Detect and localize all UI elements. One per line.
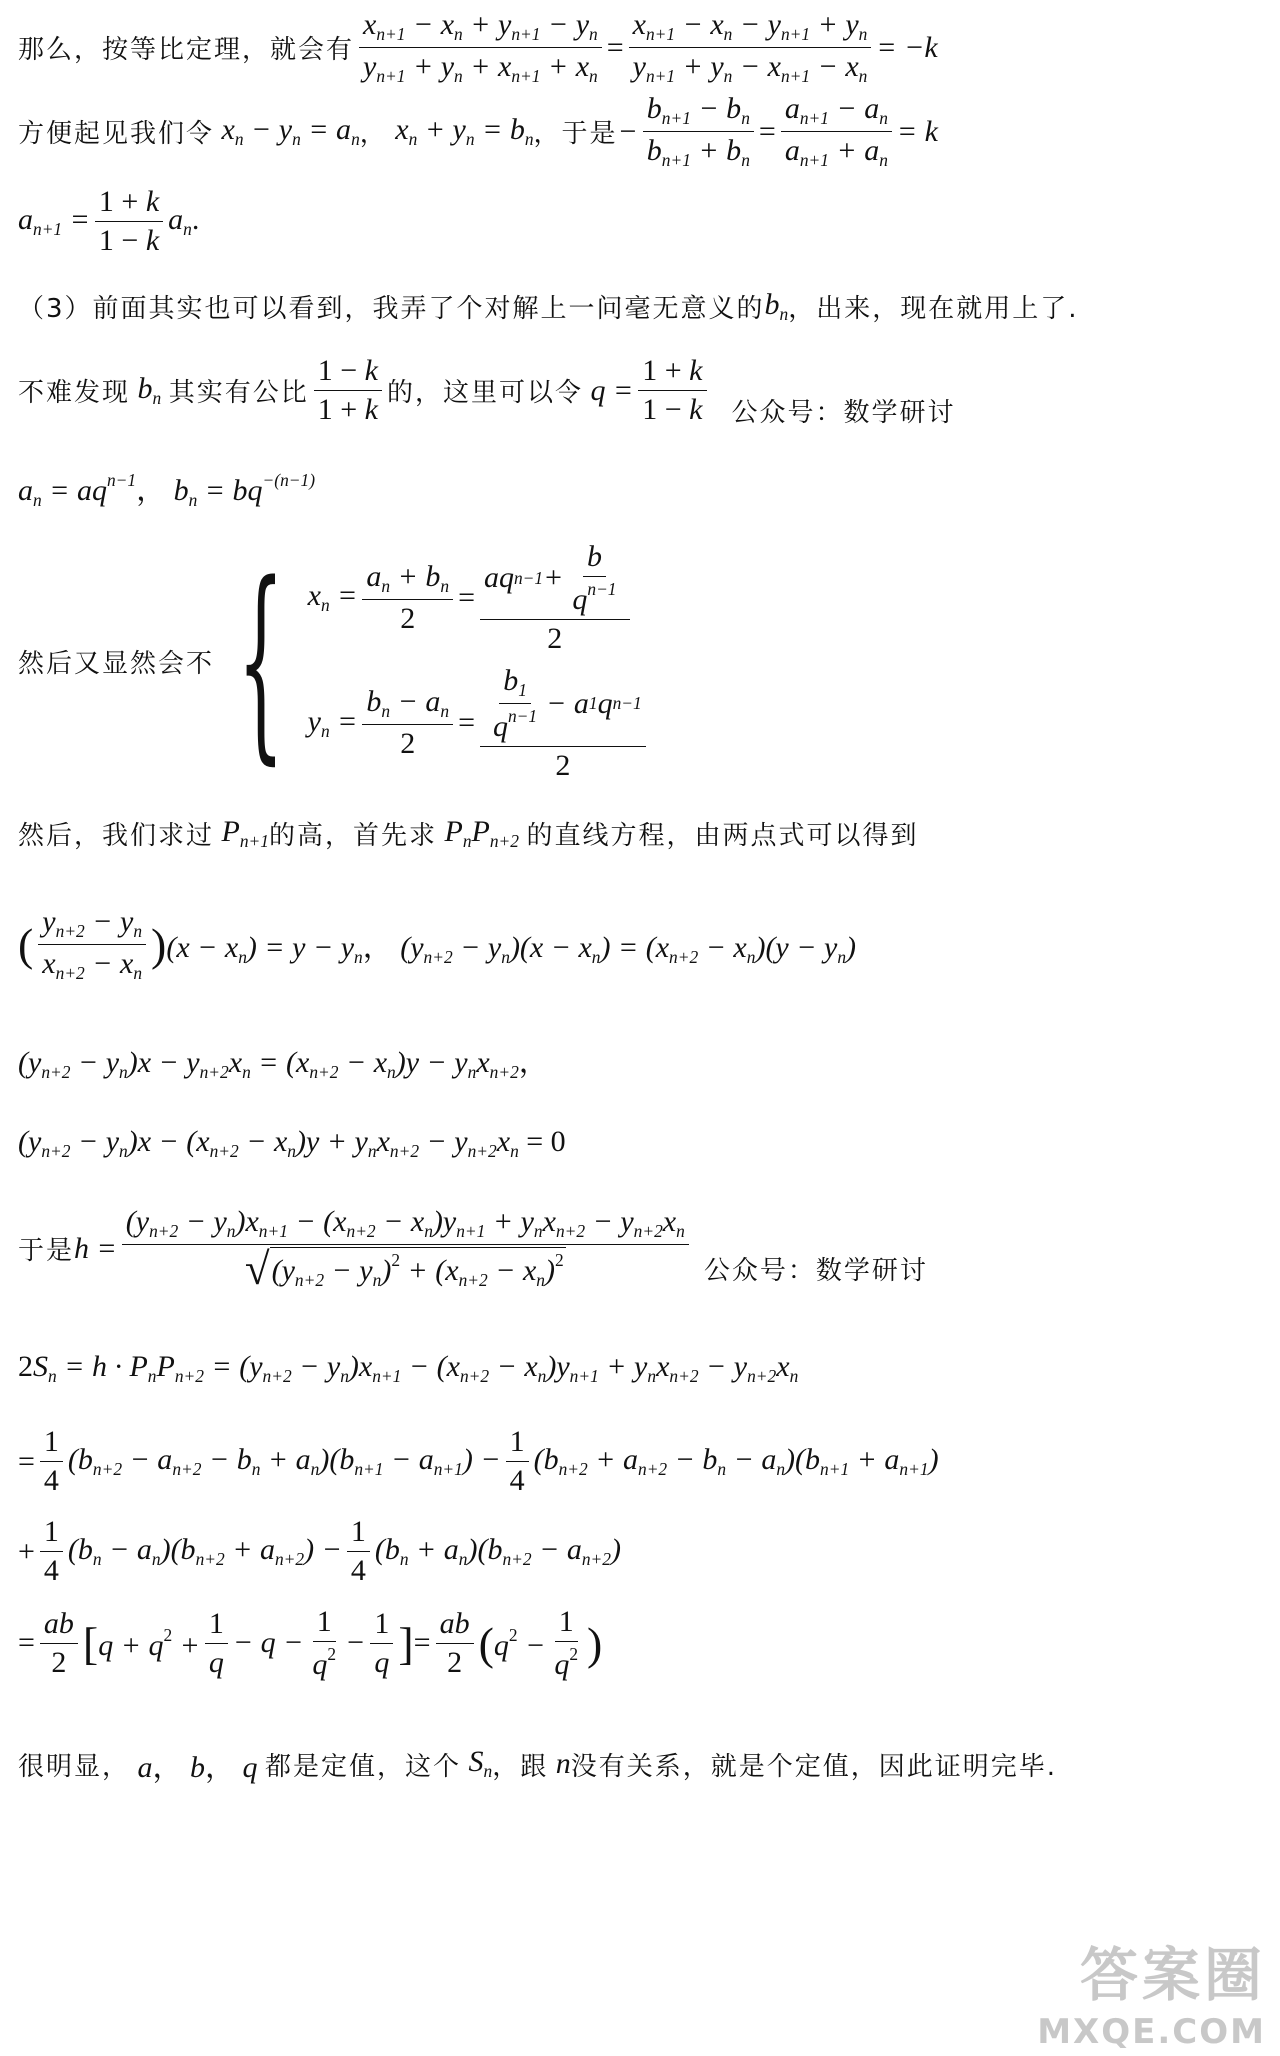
line-8: 然后，我们求过 $P_{n+1}$ 的高，首先求 $P_nP_{n+2}$ 的直线方程，由两点式可以得到 — [18, 815, 919, 852]
fraction: $(y_{n+2} - y_n)x_{n+1} - (x_{n+2} - x_n)y_{n+1} + y_nx_{n+2} - y_{n+2}x_n$ √ $(y_{n+2} - y_n)^2 + (x_{n+2} - x_n)^2$ — [122, 1205, 689, 1292]
fraction: $\frac{a_{n+1} - a_n}{a_{n+1} + a_n}$ — [781, 92, 892, 171]
line-14: = $\frac{1}{4}$ $(b_{n+2} - a_{n+2} - b_n + a_n)(b_{n+1} - a_{n+1})$ − $\frac{1}{4}$ $(b_{n+2} + a_{n+2} - b_n - a_n)(b_{n+1} + a_{n+1})$ — [18, 1425, 939, 1497]
line-5: 不难发现 $b_n$ 其实有公比 $\frac{1 - k}{1 + k}$ 的，这里可以令 q = $\frac{1 + k}{1 - k}$ 公众号：数学研讨 — [18, 354, 956, 428]
text: 没有关系，就是个定值，因此证明完毕. — [570, 1751, 1058, 1782]
text: 不难发现 — [18, 378, 131, 408]
watermark-logo: 答案圈 — [1079, 1941, 1266, 2009]
line-12: 于是 h = $(y_{n+2} - y_n)x_{n+1} - (x_{n+2} - x_n)y_{n+1} + y_nx_{n+2} - y_{n+2}x_n$ √ $(y_{n+2} - y_n)^2 + (x_{n+2} - x_n)^2$ 公众号：数学研讨 — [18, 1205, 928, 1295]
text: ，出来，现在就用上了. — [788, 294, 1079, 325]
line-10: $(y_{n+2} - y_n)x - y_{n+2}x_n = (x_{n+2} - x_n)y - y_nx_{n+2}$， — [18, 1046, 549, 1083]
brace-icon: { — [237, 538, 285, 784]
watermark — [1037, 1928, 1266, 2052]
line-13: $2S_n = h \cdot P_nP_{n+2} = (y_{n+2} - y_n)x_{n+1} - (x_{n+2} - x_n)y_{n+1} + y_nx_{n+2} - y_{n+2}x_n$ — [18, 1350, 799, 1387]
line-4: （3）前面其实也可以看到，我弄了个对解上一问毫无意义的 $b_n$ ，出来，现在就用上了. — [18, 288, 1079, 325]
text: 于是 — [18, 1236, 75, 1267]
line-11: $(y_{n+2} - y_n)x - (x_{n+2} - x_n)y + y_nx_{n+2} - y_{n+2}x_n = 0$ — [18, 1125, 566, 1162]
line-16: = $\frac{ab}{2}$ [ $q + q^2$ + $\frac{1}{q}$ − q − $\frac{1}{q^2}$ − $\frac{1}{q}$ ] = $\frac{ab}{2}$ ( $q^2$ − $\frac{1}{q^2}$ ) — [18, 1605, 603, 1681]
text: 的直线方程，由两点式可以得到 — [526, 821, 919, 852]
tag-text: 公众号：数学研讨 — [731, 398, 956, 428]
line-3: $a_{n+1}$ = $\frac{1 + k}{1 - k}$ $a_n$. — [18, 185, 200, 257]
text: 然后又显然会不 — [18, 648, 215, 679]
line-6: $a_n = aq^{n-1}$， $b_n = bq^{-(n-1)}$ — [18, 470, 315, 511]
text: 都是定值，这个 — [265, 1751, 462, 1782]
line-2: 方便起见我们令 $x_n - y_n = a_n$ ， $x_n + y_n = b_n$ ，于是 − $\frac{b_{n+1} - b_n}{b_{n+1} + b_n}$ = $\frac{a_{n+1} - a_n}{a_{n+1} + a_n}$ = k — [18, 92, 938, 171]
text: 然后，我们求过 — [18, 821, 215, 852]
text: ，于是 — [533, 119, 618, 150]
text: （3）前面其实也可以看到，我弄了个对解上一问毫无意义的 — [18, 294, 765, 325]
line-7 — [18, 540, 651, 783]
text: 的高，首先求 — [268, 821, 437, 852]
fraction: $\frac{1 + k}{1 - k}$ — [95, 185, 163, 258]
line-1: 那么，按等比定理，就会有 $\frac{x_{n+1} - x_n + y_{n+1} - y_n}{y_{n+1} + y_n + x_{n+1} + x_n}$ = $\frac{x_{n+1} - x_n - y_{n+1} + y_n}{y_{n+1} + y_n - x_{n+1} - x_n}$ = −k — [18, 8, 938, 87]
watermark-url: MXQE.COM — [1037, 2012, 1266, 2052]
equation-system: $x_n$ = $\frac{a_n + b_n}{2}$ = aq n−1 + $\frac{b}{q^{n-1}}$ 2 $y_n$ = $\frac{b_n - a_n}{2}$ = $\frac{b_1}{q^{n-1}}$ − a 1 q n−1 2 — [308, 540, 651, 783]
line-9: ( $\frac{y_{n+2} - y_n}{x_{n+2} - x_n}$ ) $(x - x_n) = y - y_n$， $(y_{n+2} - y_n)(x - x_n) = (x_{n+2} - x_n)(y - y_n)$ — [18, 905, 857, 984]
text: 其实有公比 — [168, 378, 309, 408]
text: 的，这里可以令 — [386, 378, 583, 408]
line-17: 很明显， a， b， q 都是定值，这个 $S_n$ ，跟 n 没有关系，就是个定值，因此证明完毕. — [18, 1745, 1058, 1784]
fraction: $\frac{1 + k}{1 - k}$ — [638, 354, 706, 427]
text: 那么，按等比定理，就会有 — [18, 35, 355, 66]
text: 方便起见我们令 — [18, 119, 215, 150]
tag-text: 公众号：数学研讨 — [703, 1256, 928, 1287]
fraction: $\frac{1 - k}{1 + k}$ — [314, 354, 382, 427]
fraction: $\frac{x_{n+1} - x_n + y_{n+1} - y_n}{y_{n+1} + y_n + x_{n+1} + x_n}$ — [359, 8, 602, 87]
text: 很明显， — [18, 1751, 131, 1782]
fraction: $\frac{x_{n+1} - x_n - y_{n+1} + y_n}{y_{n+1} + y_n - x_{n+1} - x_n}$ — [629, 8, 872, 87]
line-15: + $\frac{1}{4}$ $(b_n - a_n)(b_{n+2} + a_{n+2})$ − $\frac{1}{4}$ $(b_n + a_n)(b_{n+2} - a_{n+2})$ — [18, 1515, 621, 1587]
text: ，跟 — [492, 1751, 549, 1782]
fraction: $\frac{b_{n+1} - b_n}{b_{n+1} + b_n}$ — [643, 92, 754, 171]
